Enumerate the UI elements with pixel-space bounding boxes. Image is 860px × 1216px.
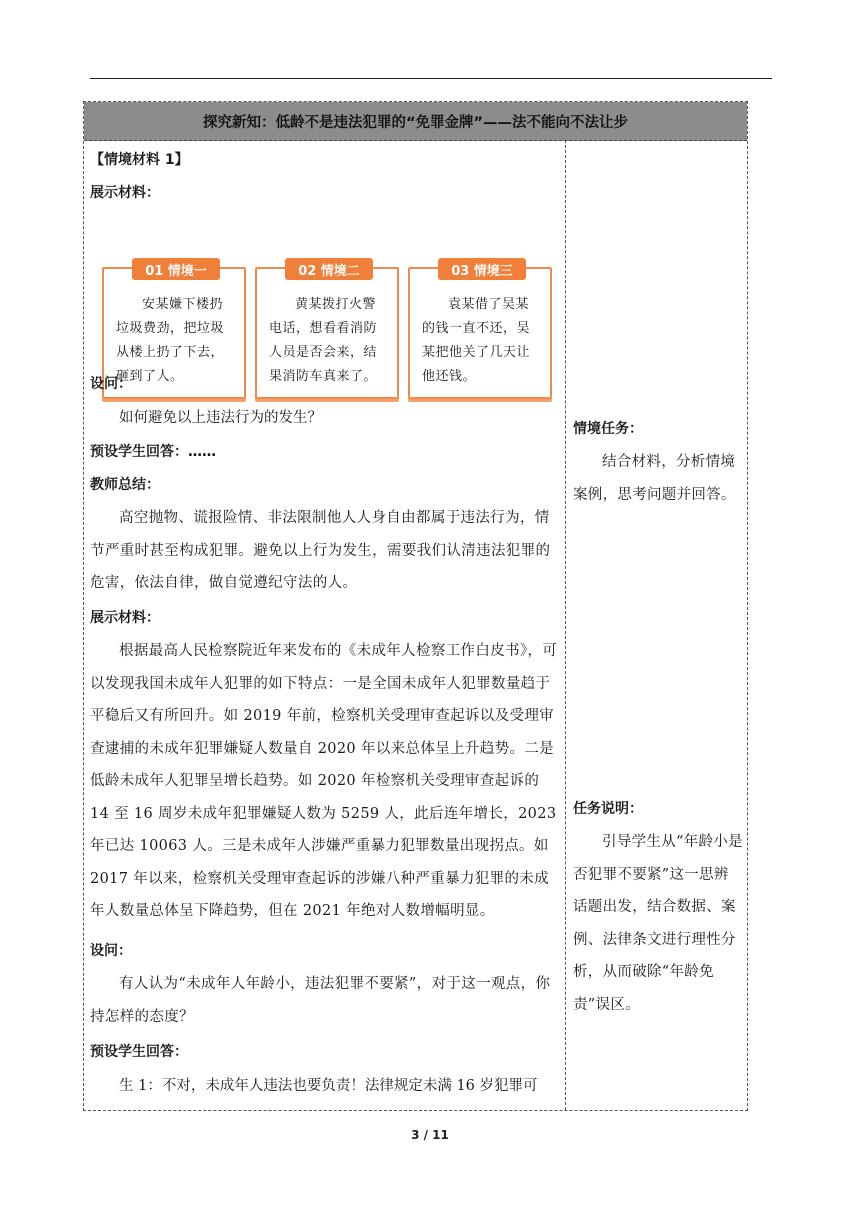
task-label: 情境任务： <box>573 421 643 437</box>
question-label-2: 设问： <box>90 943 132 959</box>
teacher-summary-label: 教师总结： <box>90 477 160 493</box>
scenario-tab-3: 03 情境三 <box>438 258 526 280</box>
task-explain-text: 引导学生从“年龄小是否犯罪不要紧”这一思辨话题出发，结合数据、案例、法律条文进行理性分析，从而破除“年龄免责”误区。 <box>573 834 743 1013</box>
lesson-table <box>83 101 748 1111</box>
top-rule <box>90 78 772 79</box>
preset-answer-label-1: 预设学生回答：…… <box>90 444 216 460</box>
white-paper-text: 根据最高人民检察院近年来发布的《未成年人检察工作白皮书》，可以发现我国未成年人犯罪的如下特点：一是全国未成年人犯罪数量趋于平稳后又有所回升。如 2019 年前，检察机关受理审查起诉以及受理审查逮捕的未成年犯罪嫌疑人数量自 2020 年以来总体呈上升趋势。二是低龄未成年人犯罪呈增长趋势。如 2020 年检察机关受理审查起诉的 14 至 16 周岁未成年犯罪嫌疑人数为 5259 人，此后连年增长，2023 年已达 10063 人。三是未成年人涉嫌严重暴力犯罪数量出现拐点。如 2017 年以来，检察机关受理审查起诉的涉嫌八种严重暴力犯罪的未成年人数量总体呈下降趋势，但在 2021 年绝对人数增幅明显。 <box>90 643 558 919</box>
question-label-1: 设问： <box>90 376 132 392</box>
column-divider <box>565 140 566 1110</box>
display-label-2: 展示材料： <box>90 610 160 626</box>
question-text-1: 如何避免以上违法行为的发生？ <box>119 410 322 426</box>
scenario-tab-1: 01 情境一 <box>132 258 220 280</box>
teacher-summary-text: 高空抛物、谎报险情、非法限制他人人身自由都属于违法行为，情节严重时甚至构成犯罪。避免以上行为发生，需要我们认清违法犯罪的危害，依法自律，做自觉遵纪守法的人。 <box>90 510 551 591</box>
student-answer-1: 生 1：不对，未成年人违法也要负责！法律规定未满 16 岁犯罪可 <box>119 1078 538 1094</box>
display-label-1: 展示材料： <box>90 185 160 201</box>
scenario-text-2: 黄某拨打火警电话，想看看消防人员是否会来，结果消防车真来了。 <box>269 297 378 384</box>
preset-answer-label-2: 预设学生回答： <box>90 1044 188 1060</box>
question-text-2: 有人认为“未成年人年龄小，违法犯罪不要紧”，对于这一观点，你持怎样的态度？ <box>90 976 551 1025</box>
task-explain-label: 任务说明： <box>573 801 643 817</box>
scenario-text-3: 袁某借了吴某的钱一直不还，吴某把他关了几天让他还钱。 <box>422 297 531 384</box>
scenario-tab-2: 02 情境二 <box>285 258 373 280</box>
task-text: 结合材料，分析情境案例，思考问题并回答。 <box>573 454 736 503</box>
scenario-card-2 <box>255 263 399 399</box>
situation-label: 【情境材料 1】 <box>90 152 189 168</box>
section-header: 探究新知：低龄不是违法犯罪的“免罪金牌”——法不能向不法让步 <box>84 102 747 141</box>
page-number: 3 / 11 <box>411 1128 449 1142</box>
scenario-text-1: 安某嫌下楼扔垃圾费劲，把垃圾从楼上扔了下去，砸到了人。 <box>116 297 225 384</box>
scenario-card-3 <box>408 263 552 399</box>
